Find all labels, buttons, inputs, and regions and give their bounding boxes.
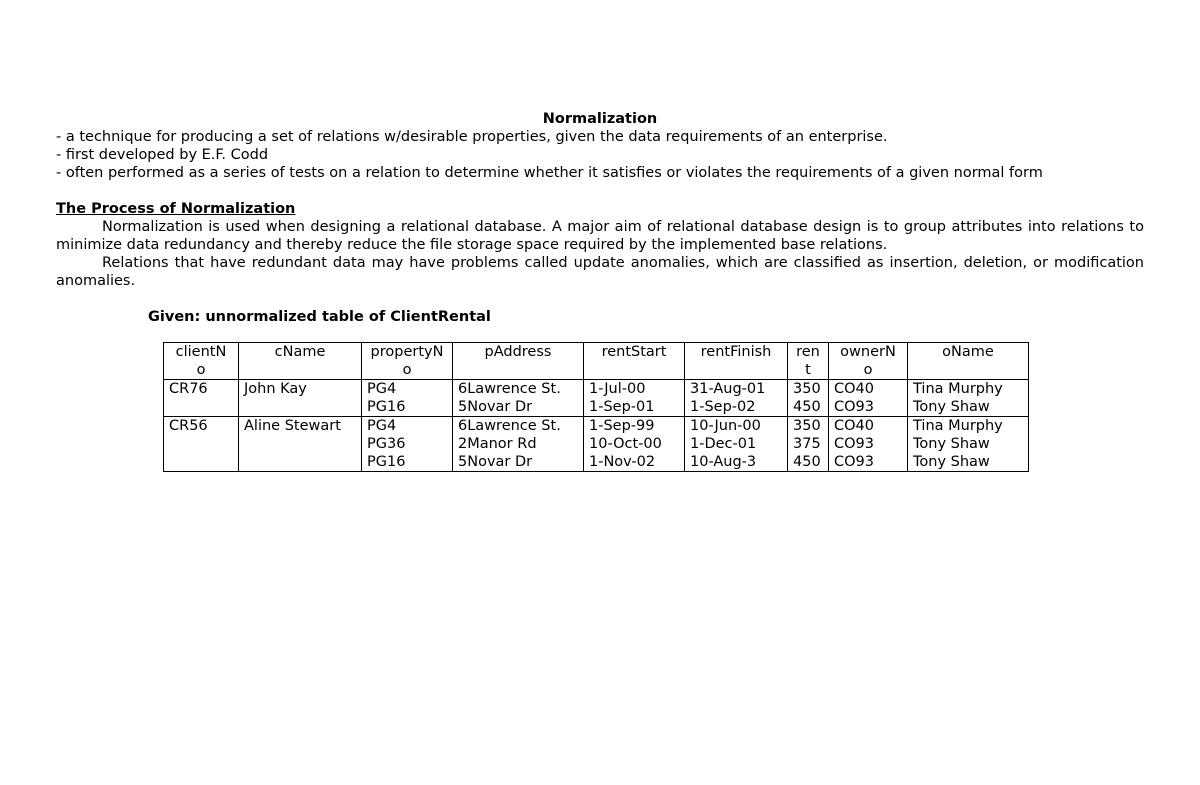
cell-value: 2Manor Rd [458,436,537,452]
table-row [164,417,1029,472]
client-name-cell [239,380,362,417]
spacer [56,182,1144,200]
cell-value: 31-Aug-01 [690,381,766,397]
cell-value: PG4 [367,381,397,397]
cell-value: 350 [793,381,821,397]
header-clientno: clientN o [164,343,239,380]
cell-value: CO40 [834,381,874,397]
header-rentstart: rentStart [584,343,685,380]
paragraph: Normalization is used when designing a relational database. A major aim of relational database design is to group attributes into relations to minimize data redundancy and thereby reduce the file storage space required by the implemented base relations. [56,219,1144,253]
rent-cell [788,380,829,417]
cell-value: 375 [793,436,821,452]
owner-no-cell [829,380,908,417]
header-paddress: pAddress [453,343,584,380]
paragraph: Relations that have redundant data may have problems called update anomalies, which are classified as insertion, deletion, or modification anomalies. [56,255,1144,289]
cell-value: CO93 [834,399,874,415]
cell-value: 6Lawrence St. [458,381,561,397]
cell-value: 450 [793,399,821,415]
cell-value: CR76 [169,381,208,397]
cell-value: 1-Jul-00 [589,381,646,397]
header-rentfinish: rentFinish [685,343,788,380]
table-row [164,380,1029,417]
header-propertyno: propertyN o [362,343,453,380]
cell-value: 5Novar Dr [458,399,533,415]
cell-value: PG16 [367,454,406,470]
cell-value: 5Novar Dr [458,454,533,470]
cell-value: 450 [793,454,821,470]
cell-value: CR56 [169,418,208,434]
cell-value: 6Lawrence St. [458,418,561,434]
owner-name-cell [908,417,1029,472]
cell-value: 1-Dec-01 [690,436,757,452]
cell-value: Tina Murphy [913,418,1003,434]
spacer [56,290,1144,308]
rent-finish-cell [685,417,788,472]
cell-value: Tina Murphy [913,381,1003,397]
given-label: Given: unnormalized table of ClientRental [148,309,491,325]
cell-value: CO93 [834,454,874,470]
property-address-cell [453,380,584,417]
property-address-cell [453,417,584,472]
intro-line: - a technique for producing a set of relations w/desirable properties, given the data requirements of an enterprise. [56,129,888,145]
client-no-cell [164,417,239,472]
table-header-row [164,343,1029,380]
cell-value: PG4 [367,418,397,434]
owner-name-cell [908,380,1029,417]
cell-value: 1-Sep-02 [690,399,756,415]
cell-value: Tony Shaw [913,399,990,415]
property-no-cell [362,417,453,472]
document-page [56,110,1144,326]
rent-start-cell [584,380,685,417]
cell-value: 1-Sep-99 [589,418,655,434]
page-title: Normalization [542,111,658,127]
cell-value: 1-Sep-01 [589,399,655,415]
client-rental-table [163,342,1029,472]
cell-value: Aline Stewart [244,418,341,434]
header-ownerno: ownerN o [829,343,908,380]
table-body [164,380,1029,472]
header-oname: oName [908,343,1029,380]
owner-no-cell [829,417,908,472]
cell-value: 10-Jun-00 [690,418,761,434]
rent-finish-cell [685,380,788,417]
intro-line: - first developed by E.F. Codd [56,147,269,163]
cell-value: 10-Oct-00 [589,436,662,452]
cell-value: Tony Shaw [913,436,990,452]
cell-value: 10-Aug-3 [690,454,757,470]
header-rent: ren t [788,343,829,380]
rent-start-cell [584,417,685,472]
client-name-cell [239,417,362,472]
cell-value: PG16 [367,399,406,415]
cell-value: 1-Nov-02 [589,454,656,470]
cell-value: PG36 [367,436,406,452]
cell-value: CO40 [834,418,874,434]
cell-value: John Kay [244,381,307,397]
header-cname: cName [239,343,362,380]
rent-cell [788,417,829,472]
client-no-cell [164,380,239,417]
property-no-cell [362,380,453,417]
cell-value: 350 [793,418,821,434]
cell-value: CO93 [834,436,874,452]
intro-line: - often performed as a series of tests on a relation to determine whether it satisfies or violates the requirements of a given normal form [56,165,1043,181]
cell-value: Tony Shaw [913,454,990,470]
section-heading: The Process of Normalization [56,201,296,217]
